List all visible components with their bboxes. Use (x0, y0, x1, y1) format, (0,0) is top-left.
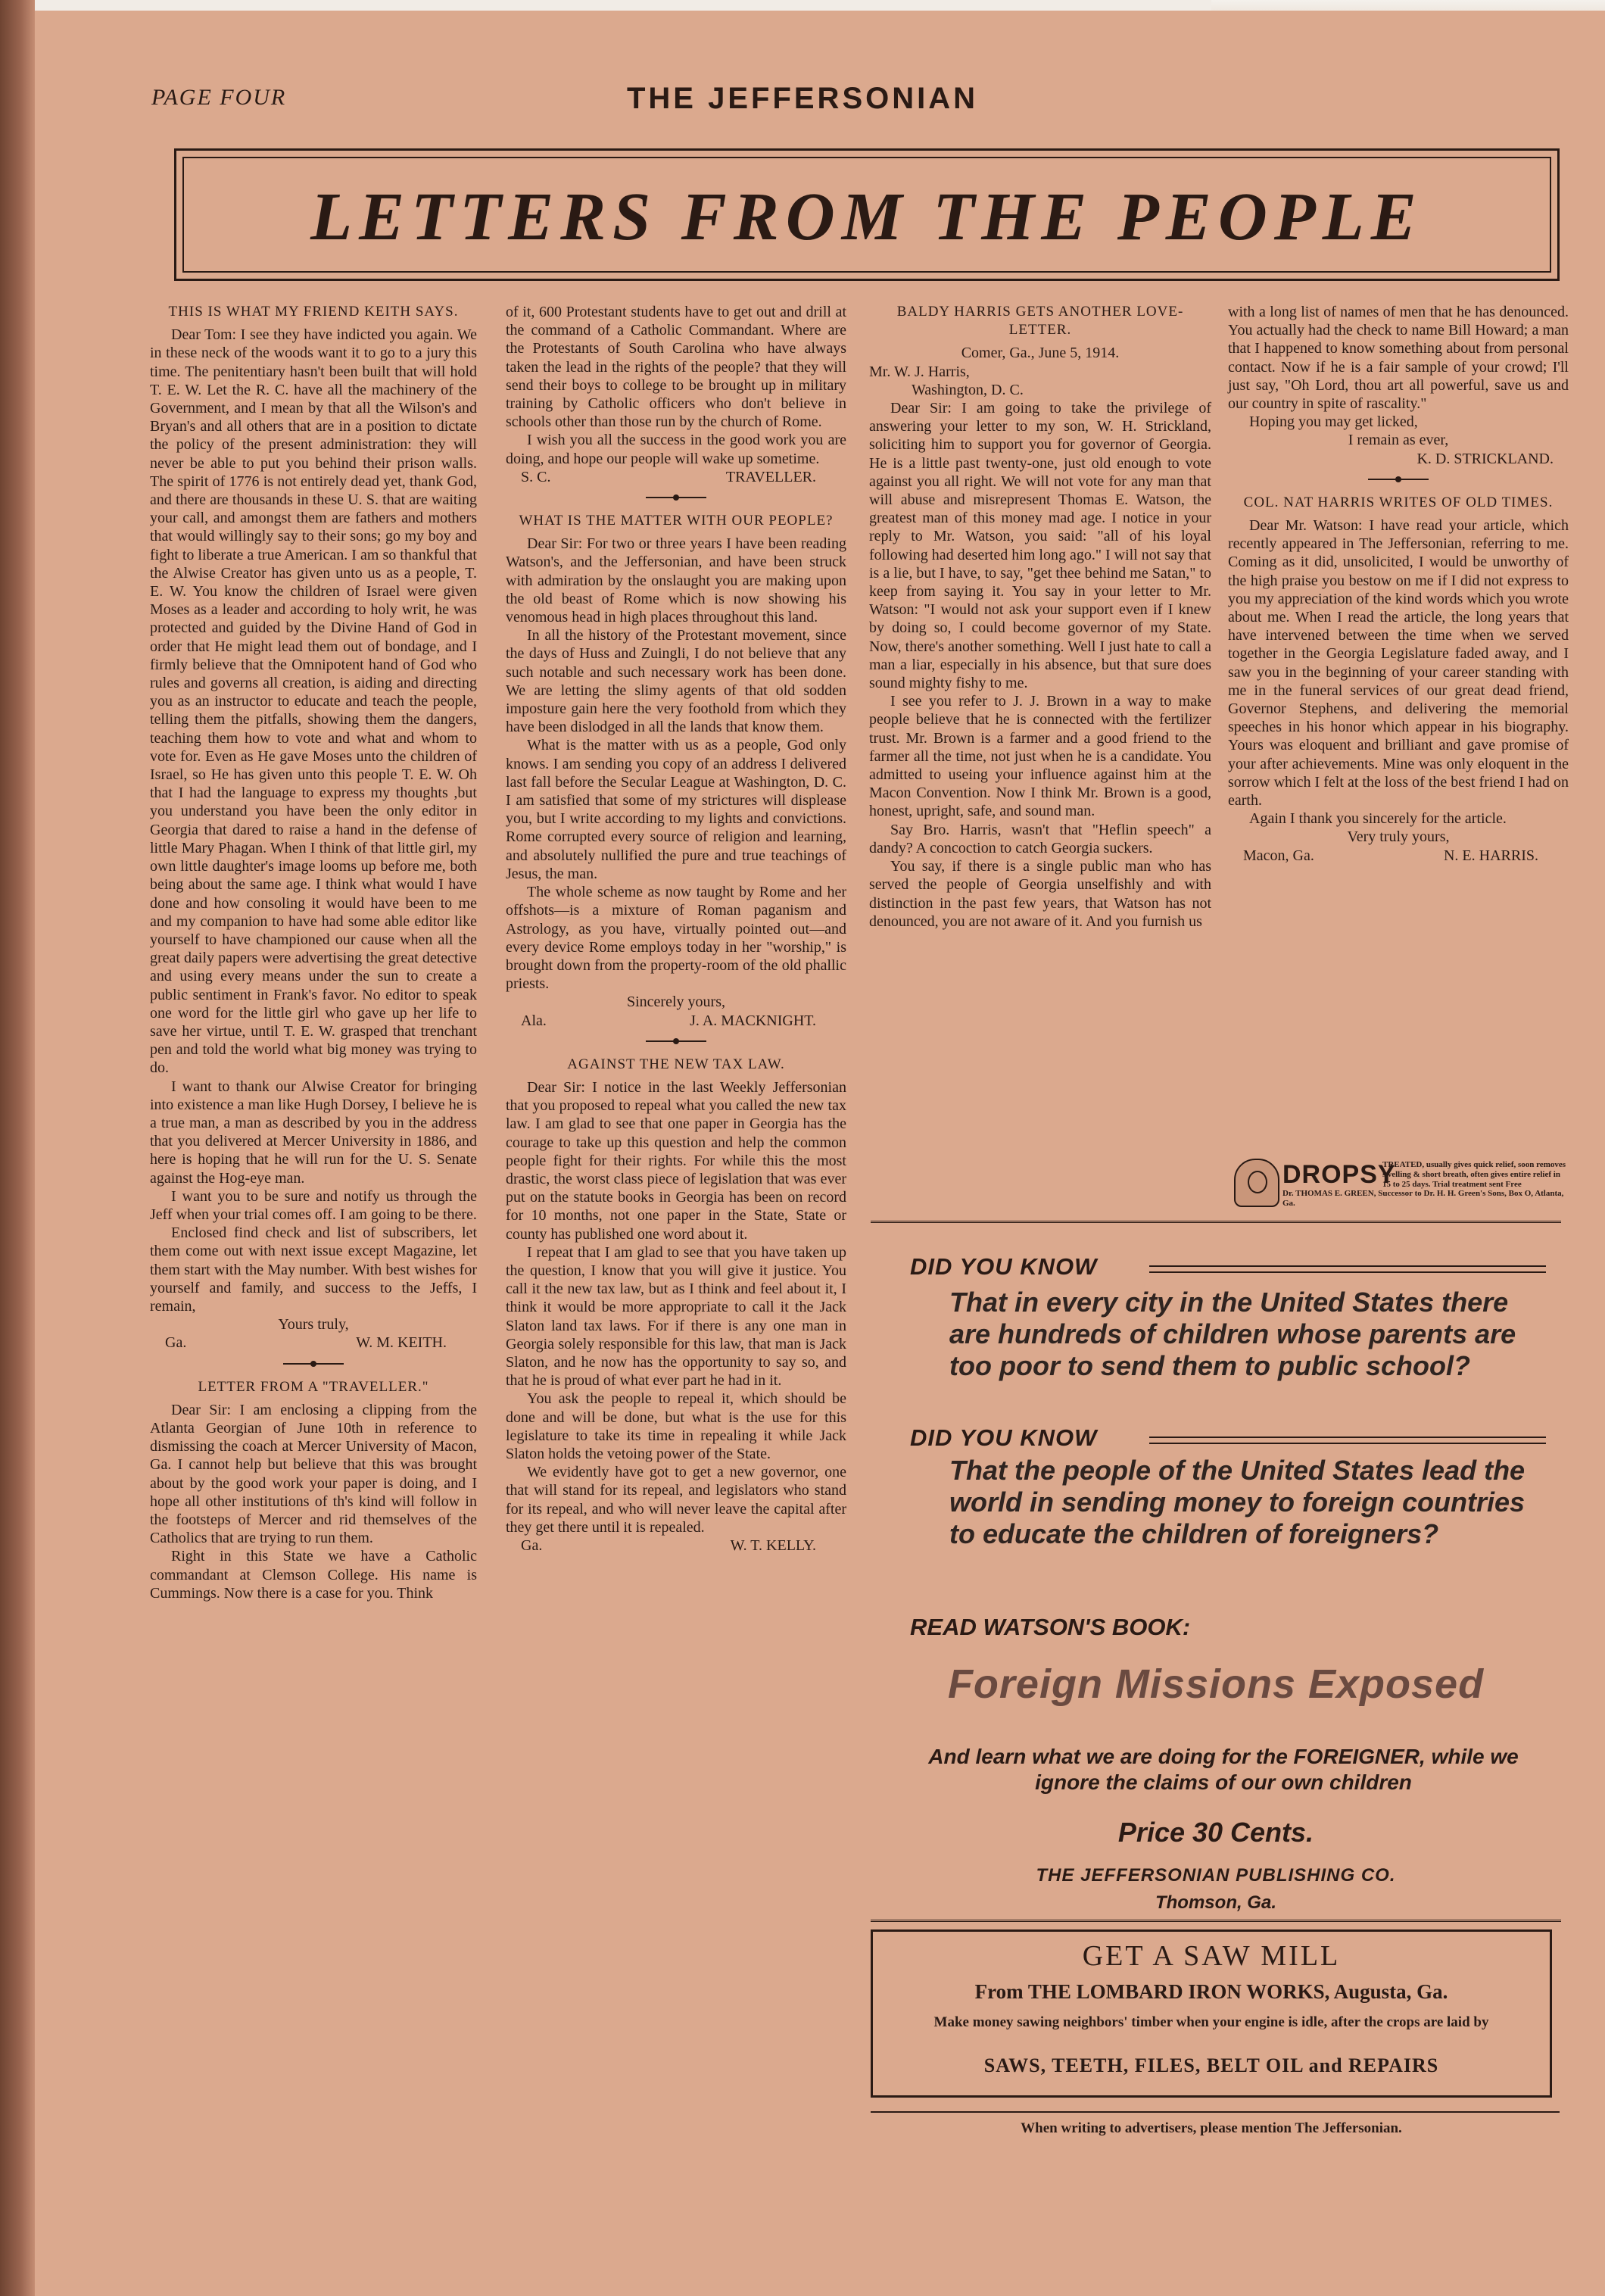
letter-heading-keith: THIS IS WHAT MY FRIEND KEITH SAYS. (168, 304, 459, 320)
saw-ad-items: SAWS, TEETH, FILES, BELT OIL and REPAIRS (983, 2054, 1439, 2076)
letter-body: In all the history of the Protestant movement, since the days of Huss and Zuingli, I do not believe that any such notable and such necessary work has been done. We are letting the slimy agents of that old sodden imposture gain here the very foothold from which they have been dislodged in all the lands that know them. (506, 627, 846, 736)
letter-heading-traveller: LETTER FROM A "TRAVELLER." (198, 1378, 429, 1395)
column-3 (869, 303, 1211, 931)
letter-body: Dear Sir: I notice in the last Weekly Jeffersonian that you proposed to repeal what you called the new tax law. I am glad to see that one paper in Georgia has the courage to take up this question and help the common people fight for their rights. For while this the most drastic, the worst class piece of legislation that was ever put on the statute books in Georgia has been on record for 10 months, not one paper in the State, State or county has published one word about it. (506, 1078, 846, 1243)
dropsy-ad-title: DROPSY (1282, 1160, 1396, 1189)
letter-body: The whole scheme as now taught by Rome and her offshots—is a mixture of Roman paganism and Astrology, as you have, virtually pointed out—and every device Rome employs today in her "worship," is brought down from the property-room of the old phallic priests. (506, 884, 846, 993)
letter-body: with a long list of names of men that he has denounced. You actually had the check to name Bill Howard; a man that I happened to know something about from personal contact. Now if he is a fair sample of your crowd; I'll just say, "Oh Lord, thou art all powerful, save us and our country in spite of rascality." (1228, 304, 1569, 413)
letter-heading-matter: WHAT IS THE MATTER WITH OUR PEOPLE? (519, 513, 834, 529)
ad-text-1: That in every city in the United States there are hundreds of children whose parents are too poor to send them to public school? (949, 1287, 1516, 1381)
dropsy-ad-text: TREATED, usually gives quick relief, soon removes swelling & short breath, often gives entire relief in 15 to 25 days. Trial treatment sent Free (1382, 1160, 1566, 1189)
section-title: LETTERS FROM THE PEOPLE (310, 179, 1423, 254)
ad-read-line: READ WATSON'S BOOK: (910, 1614, 1191, 1640)
portrait-icon (1234, 1159, 1279, 1207)
letter-signature: W. T. KELLY. (730, 1537, 816, 1554)
column-4 (1228, 303, 1569, 865)
letter-signature: J. A. MACKNIGHT. (690, 1012, 816, 1029)
letter-body: I see you refer to J. J. Brown in a way to make people believe that he is connected with the fertilizer trust. Mr. Brown is a farmer and a good friend to the farmer all the time, not just when he is a candidate. You admitted to useing your influence against him at the Macon Convention. Now I think Mr. Brown is a good, honest, upright, safe, and sound man. (869, 693, 1211, 820)
letter-body: You say, if there is a single public man who has served the people of Georgia unselfishly and with distinction in the past few years, that Watson has not denounced, you are not aware of it. And you furnish us (869, 858, 1211, 930)
letter-signature-line (150, 1334, 477, 1352)
ad-question-1: DID YOU KNOW (910, 1253, 1098, 1280)
letter-addressee-city: Washington, D. C. (912, 381, 1024, 398)
newspaper-masthead: THE JEFFERSONIAN (626, 82, 979, 115)
letter-signature: W. M. KEITH. (356, 1334, 447, 1352)
letter-signature-line (506, 1012, 846, 1030)
ad-text-2: That the people of the United States lead the world in sending money to foreign countries to educate the children of foreigners? (949, 1455, 1526, 1549)
ad-city: Thomson, Ga. (1155, 1892, 1276, 1913)
letter-closing: I remain as ever, (1348, 432, 1449, 449)
letter-separator (1368, 479, 1429, 480)
letter-place: Ala. (521, 1012, 547, 1029)
letter-signature-line (506, 1536, 846, 1555)
letter-body: Dear Sir: For two or three years I have been reading Watson's, and the Jeffersonian, and have been struck with admiration by the onslaught you are making upon the old beast of Rome which is now showing his venomous head in high places throughout this land. (506, 535, 846, 626)
letter-body: I want you to be sure and notify us through the Jeff when your trial comes off. I am going to be there. (150, 1187, 477, 1223)
column-2 (506, 303, 846, 1555)
letter-body: I want to thank our Alwise Creator for bringing into existence a man like Hugh Dorsey, I believe he is a true man, a man as described by you in the address that you delivered at Mercer University in 1886, and here is hoping that he will run for the U. S. Senate against the Hog-eye man. (150, 1078, 477, 1187)
letter-separator (646, 497, 706, 498)
letter-closing: Very truly yours, (1347, 828, 1450, 846)
letter-body: Dear Sir: I am going to take the privilege of answering your letter to my son, W. H. Strickland, soliciting him to support you for governor of Georgia. He is a little past twenty-one, just old enough to vote against you all right. We will not vote for any man that will abuse and misrepresent Thomas E. Watson, the greatest man of this money mad age. I notice in your reply to Mr. Watson, you said: "all of his loyal following had deserted him long ago." I will not say that is a lie, but I have, to say, "get thee behind me Satan," to keep from saying it. You say in your letter to Mr. Watson: "I would not ask your support even if I knew by doing so, I could become governor of my State. Now, there's another something. Well I just hate to call a man a liar, especially in his absence, but that sure does sound mighty fishy to me. (869, 400, 1211, 692)
dropsy-ad-address: Dr. THOMAS E. GREEN, Successor to Dr. H. H. Green's Sons, Box O, Atlanta, Ga. (1282, 1189, 1564, 1208)
letter-body: Again I thank you sincerely for the article. (1249, 810, 1507, 828)
dropsy-advertisement (1234, 1159, 1567, 1206)
letter-body: Right in this State we have a Catholic commandant at Clemson College. His name is Cummings. Now there is a case for you. Think (150, 1548, 477, 1602)
letter-heading-harris: COL. NAT HARRIS WRITES OF OLD TIMES. (1243, 494, 1554, 510)
letter-body: Dear Tom: I see they have indicted you again. We in these neck of the woods want it to go to a jury this time. The penitentiary hasn't been built that will hold T. E. W. Let the R. C. have all the machinery of the Government, and I mean by that all the Wilson's and Bryan's and all others that are in a position to dictate the policy of the present administration: they will never be able to put you behind their prison walls. The spirit of 1776 is not entirely dead yet, thank God, and there are thousands in these U. S. that are waiting your call, and amongst them are fathers and mothers that would willingly say to their sons; go my boy and fight to liberate a true American. I am so thankful that the Alwise Creator has given unto us as a people, T. E. W. You know the children of Israel were given Moses as a leader and according to holy writ, he was protected and guided by the Divine Hand of God in order that He might lead them out of bondage, and I firmly believe that the Omnipotent hand of God who rules and governs all creation, is aiding and directing you as an instructor to educate and teach the people, telling them the pitfalls, showing them the dangers, teaching them how to vote and what and whom to vote for. Even as He gave Moses unto the children of Israel, so He has given unto this people T. E. W. Oh that I had the language to express my thoughts ,but you understand you have been the only editor in Georgia that dared to raise a hand in the defense of little Mary Phagan. When I think of that little girl, my own little daughter's image looms up before me, both being about the same age. I think what would I have done and how consoling it would have been to me and my companion to have had some able editor like yourself to have championed our cause when all the great daily papers were advertising the great detective and using every means under the sun to create a public sentiment in Frank's favor. No editor to speak one word for the little girl who gave up her life to save her virtue, until T. E. W. grasped that trenchant pen and told the world what big money was trying to do. (150, 326, 477, 1077)
letter-body: I repeat that I am glad to see that you have taken up the question, I know that you will give it justice. You call it the new tax law, but as I think and feel about it, I think it would be more appropriate to call it the Jack Slaton land tax laws. For if there is any one man in Georgia solely responsible for this law, that man is Jack Slaton, and he now has the opportunity to say so, and that he is proud of what ever part he had in it. (506, 1243, 846, 1390)
page-number: PAGE FOUR (151, 85, 287, 110)
section-banner (174, 148, 1560, 281)
ad-rule (1149, 1437, 1546, 1444)
letter-signature-line (1228, 847, 1569, 865)
letter-body: Hoping you may get licked, (1249, 413, 1418, 431)
letter-body: Dear Mr. Watson: I have read your article, which recently appeared in The Jeffersonian, referring to me. Coming as it did, unsolicited, I would be unworthy of the high praise you bestow on me if I did not express to you my appreciation of the kind words which you wrote about me. When I read the article, the long years that have intervened between the time when we served together in the Georgia Legislature faded away, and I saw you in the beginning of your career standing with me in the funeral services of our great dead friend, Governor Stephens, and delivering the memorial speeches in his honor which appear in his biography. Yours was eloquent and brilliant and gave promise of your after achievements. Mine was only eloquent in the sorrow which I felt at the loss of the best friend I had on earth. (1228, 517, 1569, 810)
letter-closing: Sincerely yours, (627, 994, 725, 1011)
letter-dateline: Comer, Ga., June 5, 1914. (961, 345, 1120, 362)
letter-closing: Yours truly, (278, 1316, 349, 1334)
ad-rule (1149, 1265, 1546, 1273)
letter-signature-line (506, 468, 846, 486)
ad-question-2: DID YOU KNOW (910, 1424, 1098, 1451)
letter-heading-tax: AGAINST THE NEW TAX LAW. (567, 1056, 785, 1072)
ad-learn-line: And learn what we are doing for the FOREIGNER, while we ignore the claims of our own children (928, 1745, 1519, 1794)
letter-place: Ga. (165, 1334, 187, 1352)
advertiser-notice: When writing to advertisers, please mention The Jeffersonian. (1021, 2120, 1402, 2136)
letter-signature: TRAVELLER. (725, 468, 816, 485)
letter-body: What is the matter with us as a people, God only knows. I am sending you copy of an address I delivered last fall before the Secular League at Washington, D. C. I am satisfied that some of my strictures will displease you, but I write according to my lights and convictions. Rome corrupted every source of religion and learning, and absolutely nullified the pure and true teachings of Jesus, the man. (506, 737, 846, 882)
letter-place: Ga. (521, 1537, 543, 1554)
letter-signature: N. E. HARRIS. (1443, 847, 1538, 864)
letter-addressee: Mr. W. J. Harris, (869, 363, 970, 380)
saw-ad-from: From THE LOMBARD IRON WORKS, Augusta, Ga. (974, 1980, 1448, 2003)
column-1 (150, 303, 477, 1602)
letter-body: You ask the people to repeal it, which should be done and will be done, but what is the use for this legislature to take its time in repealing it while Jack Slaton holds the vetoing power of the State. (506, 1390, 846, 1462)
saw-ad-title: GET A SAW MILL (1082, 1940, 1341, 1972)
page-binding-edge (0, 0, 35, 2296)
letter-place: S. C. (521, 468, 551, 485)
letter-body: We evidently have got to get a new governor, one that will stand for its repeal, and legislators who stand for its repeal, and who will never leave the capital after they get there until it is repealed. (506, 1464, 846, 1536)
saw-mill-advertisement (871, 1929, 1552, 2098)
letter-body: Say Bro. Harris, wasn't that "Heflin speech" a dandy? A concoction to catch Georgia suckers. (869, 821, 1211, 856)
ad-book-title: Foreign Missions Exposed (947, 1661, 1485, 1707)
letter-signature: K. D. STRICKLAND. (1416, 450, 1554, 467)
letter-body: Enclosed find check and list of subscribers, let them come out with next issue except Magazine, let them start with the May number. With best wishes for yourself and family, and success to the Jeffs, I remain, (150, 1224, 477, 1315)
ad-price: Price 30 Cents. (1117, 1817, 1314, 1848)
letter-separator (646, 1040, 706, 1042)
letter-heading-baldy: BALDY HARRIS GETS ANOTHER LOVE-LETTER. (896, 304, 1184, 338)
letter-body: I wish you all the success in the good work you are doing, and hope our people will wake up sometime. (506, 432, 846, 467)
book-advertisement (871, 1221, 1561, 1922)
letter-separator (283, 1363, 344, 1365)
ad-publisher: THE JEFFERSONIAN PUBLISHING CO. (1036, 1865, 1396, 1886)
footer-rule (871, 2111, 1560, 2113)
letter-place: Macon, Ga. (1243, 847, 1314, 864)
letter-body: Dear Sir: I am enclosing a clipping from the Atlanta Georgian of June 10th in reference to dismissing the coach at Mercer University of Macon, Ga. I cannot help but believe that this was brought about by the good work your paper is doing, and I hope all other institutions of th's kind will follow in the footsteps of Mercer and rid themselves of the Catholics that are trying to run them. (150, 1401, 477, 1547)
saw-ad-text: Make money sawing neighbors' timber when your engine is idle, after the crops are laid by (933, 2014, 1489, 2030)
letter-body: of it, 600 Protestant students have to get out and drill at the command of a Catholic Commandant. Where are the Protestants of South Carolina who have always taken the lead in the rights of the people? that they will send their boys to college to be brought up in military training by Catholic officers who don't believe in schools other than those run by the church of Rome. (506, 304, 846, 431)
